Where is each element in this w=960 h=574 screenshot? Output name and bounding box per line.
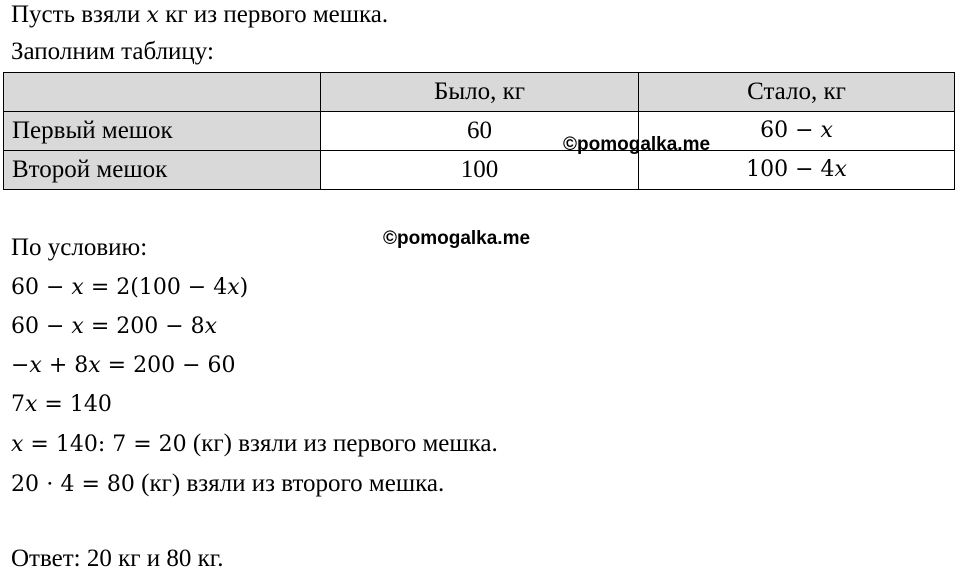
intro-line (11, 0, 388, 31)
answer-line: Ответ: 20 кг и 80 кг. (11, 545, 224, 572)
condition-label: По условию: (11, 234, 148, 261)
equation-5 (11, 429, 498, 460)
table-header-row (4, 73, 955, 112)
weights-table (3, 72, 955, 190)
equation-4: 7𝑥 = 140 (11, 392, 112, 417)
table-intro: Заполним таблицу: (11, 38, 214, 65)
watermark: ©pomogalka.me (383, 228, 531, 249)
row-label-first-bag: Первый мешок (4, 112, 321, 151)
table-row (4, 151, 955, 190)
equation-3: −𝑥 + 8𝑥 = 200 − 60 (11, 353, 236, 378)
equation-1: 60 − 𝑥 = 2(100 − 4𝑥) (11, 275, 249, 300)
table-row (4, 112, 955, 151)
equation-2: 60 − 𝑥 = 200 − 8𝑥 (11, 314, 218, 339)
row-became-second-bag: 100 − 4𝑥 (639, 151, 955, 190)
row-label-second-bag: Второй мешок (4, 151, 321, 190)
equation-6-math: 20 ⋅ 4 = 80 (11, 472, 135, 497)
equation-6 (11, 469, 444, 500)
row-was-second-bag: 100 (321, 151, 639, 190)
table-header-became: Стало, кг (639, 73, 955, 112)
row-became-first-bag: 60 − 𝑥 (639, 112, 955, 151)
table-header-was: Было, кг (321, 73, 639, 112)
intro-suffix: кг из первого мешка. (158, 1, 389, 28)
equation-6-text: (кг) взяли из второго мешка. (134, 470, 445, 497)
table-header-empty (4, 73, 321, 112)
row-was-first-bag: 60 (321, 112, 639, 151)
equation-5-math: 𝑥 = 140: 7 = 20 (11, 432, 187, 457)
watermark: ©pomogalka.me (563, 134, 711, 155)
equation-5-text: (кг) взяли из первого мешка. (186, 430, 498, 457)
intro-prefix: Пусть взяли (11, 1, 147, 28)
intro-variable: x (146, 3, 159, 28)
